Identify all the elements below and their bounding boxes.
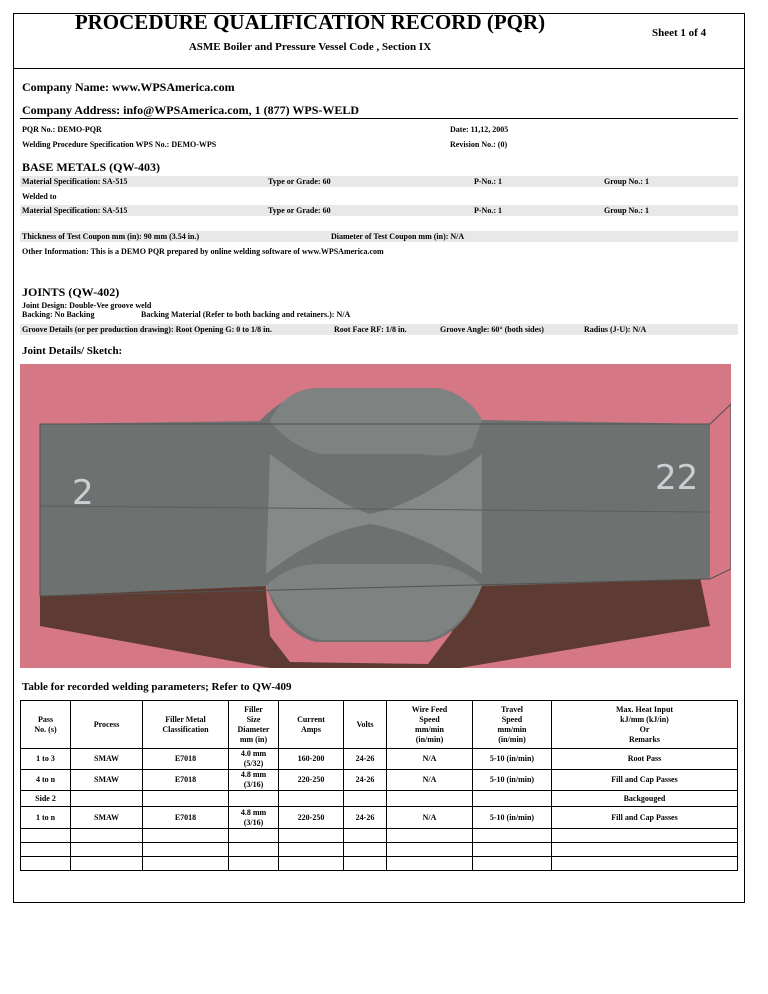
table-cell xyxy=(71,829,143,843)
backing: Backing: No Backing xyxy=(22,310,95,319)
table-cell xyxy=(552,843,738,857)
table-cell xyxy=(473,791,552,807)
code-reference: ASME Boiler and Pressure Vessel Code , Section IX xyxy=(188,41,432,53)
table-cell xyxy=(143,843,229,857)
table-cell xyxy=(473,843,552,857)
joints-heading: JOINTS (QW-402) xyxy=(22,285,120,299)
table-cell xyxy=(229,843,279,857)
radius: Radius (J-U): N/A xyxy=(584,325,647,334)
table-cell: Side 2 xyxy=(21,791,71,807)
welding-parameters-table xyxy=(20,700,738,871)
sheet-number: Sheet 1 of 4 xyxy=(652,27,707,39)
table-cell: 4 to n xyxy=(21,770,71,791)
table-cell: N/A xyxy=(387,749,473,770)
table-cell: 24-26 xyxy=(344,807,387,829)
table-cell xyxy=(143,857,229,871)
table-row xyxy=(21,829,738,843)
table-cell: 1 to n xyxy=(21,807,71,829)
table-cell: 5-10 (in/min) xyxy=(473,749,552,770)
table-cell: N/A xyxy=(387,770,473,791)
weld-cross-section-image xyxy=(20,364,731,668)
base-metals-heading: BASE METALS (QW-403) xyxy=(22,160,161,174)
table-cell xyxy=(71,857,143,871)
table-cell: 160-200 xyxy=(279,749,344,770)
joint-design: Joint Design: Double-Vee groove weld xyxy=(22,301,152,310)
p-number-1: P-No.: 1 xyxy=(474,177,502,186)
column-header: Filler Size Diameter mm (in) xyxy=(229,701,279,749)
column-header: Wire Feed Speed mm/min (in/min) xyxy=(387,701,473,749)
company-name: Company Name: www.WPSAmerica.com xyxy=(22,80,235,94)
other-information: Other Information: This is a DEMO PQR prepared by online welding software of www.WPSAmerica.com xyxy=(22,247,384,256)
table-cell: Fill and Cap Passes xyxy=(552,770,738,791)
table-cell: 220-250 xyxy=(279,807,344,829)
table-cell xyxy=(21,829,71,843)
specimen-mark-left: 2 xyxy=(72,473,94,513)
table-cell xyxy=(279,791,344,807)
table-cell xyxy=(229,829,279,843)
table-row xyxy=(21,843,738,857)
joint-macro-photo xyxy=(20,364,731,668)
column-header: Volts xyxy=(344,701,387,749)
table-row xyxy=(21,857,738,871)
table-cell xyxy=(552,829,738,843)
column-header: Filler Metal Classification xyxy=(143,701,229,749)
table-cell xyxy=(344,857,387,871)
table-cell xyxy=(143,791,229,807)
column-header: Current Amps xyxy=(279,701,344,749)
type-grade-1: Type or Grade: 60 xyxy=(268,177,331,186)
table-row xyxy=(21,807,738,829)
pqr-number: PQR No.: DEMO-PQR xyxy=(22,125,102,134)
table-cell: E7018 xyxy=(143,749,229,770)
table-cell xyxy=(143,829,229,843)
group-number-1: Group No.: 1 xyxy=(604,177,649,186)
company-divider xyxy=(20,118,738,119)
table-cell xyxy=(387,829,473,843)
table-cell: 4.8 mm (3/16) xyxy=(229,807,279,829)
table-cell xyxy=(552,857,738,871)
table-cell xyxy=(387,791,473,807)
table-cell: 5-10 (in/min) xyxy=(473,807,552,829)
coupon-diameter: Diameter of Test Coupon mm (in): N/A xyxy=(331,232,465,241)
p-number-2: P-No.: 1 xyxy=(474,206,502,215)
table-cell: 5-10 (in/min) xyxy=(473,770,552,791)
group-number-2: Group No.: 1 xyxy=(604,206,649,215)
material-spec-2: Material Specification: SA-515 xyxy=(22,206,128,215)
backing-material: Backing Material (Refer to both backing and retainers.): N/A xyxy=(141,310,351,319)
page-title: PROCEDURE QUALIFICATION RECORD (PQR) xyxy=(74,10,546,34)
table-cell xyxy=(473,857,552,871)
table-cell: 220-250 xyxy=(279,770,344,791)
table-cell: 1 to 3 xyxy=(21,749,71,770)
table-cell xyxy=(279,843,344,857)
table-cell xyxy=(344,829,387,843)
table-cell xyxy=(21,857,71,871)
revision-number: Revision No.: (0) xyxy=(450,140,508,149)
specimen-mark-right: 22 xyxy=(655,458,699,498)
coupon-thickness: Thickness of Test Coupon mm (in): 90 mm (3.54 in.) xyxy=(22,232,200,241)
table-cell: 24-26 xyxy=(344,749,387,770)
column-header: Travel Speed mm/min (in/min) xyxy=(473,701,552,749)
table-cell: SMAW xyxy=(71,770,143,791)
table-cell xyxy=(71,843,143,857)
table-cell xyxy=(344,843,387,857)
record-date: Date: 11,12, 2005 xyxy=(450,125,509,134)
params-heading: Table for recorded welding parameters; Refer to QW-409 xyxy=(22,681,292,693)
column-header: Process xyxy=(71,701,143,749)
table-cell: 4.0 mm (5/32) xyxy=(229,749,279,770)
table-cell xyxy=(387,857,473,871)
table-cell xyxy=(279,829,344,843)
root-face: Root Face RF: 1/8 in. xyxy=(334,325,407,334)
table-header-row xyxy=(21,701,738,749)
table-cell: Fill and Cap Passes xyxy=(552,807,738,829)
welded-to-label: Welded to xyxy=(22,192,57,201)
table-cell xyxy=(279,857,344,871)
table-cell: 4.8 mm (3/16) xyxy=(229,770,279,791)
table-cell: 24-26 xyxy=(344,770,387,791)
wps-number: Welding Procedure Specification WPS No.: DEMO-WPS xyxy=(22,140,217,149)
table-cell xyxy=(473,829,552,843)
table-row xyxy=(21,791,738,807)
company-address: Company Address: info@WPSAmerica.com, 1 (877) WPS-WELD xyxy=(22,103,360,117)
material-spec-1: Material Specification: SA-515 xyxy=(22,177,128,186)
table-cell: SMAW xyxy=(71,749,143,770)
table-cell: Root Pass xyxy=(552,749,738,770)
table-cell: E7018 xyxy=(143,807,229,829)
header-divider xyxy=(14,68,744,69)
column-header: Pass No. (s) xyxy=(21,701,71,749)
table-cell xyxy=(344,791,387,807)
table-cell xyxy=(387,843,473,857)
table-row xyxy=(21,770,738,791)
table-cell xyxy=(229,857,279,871)
table-cell: SMAW xyxy=(71,807,143,829)
groove-angle: Groove Angle: 60° (both sides) xyxy=(440,325,544,334)
table-cell xyxy=(21,843,71,857)
column-header: Max. Heat Input kJ/mm (kJ/in) Or Remarks xyxy=(552,701,738,749)
groove-details: Groove Details (or per production drawing): Root Opening G: 0 to 1/8 in. xyxy=(22,325,272,334)
table-cell: Backgouged xyxy=(552,791,738,807)
table-cell xyxy=(71,791,143,807)
table-row xyxy=(21,749,738,770)
joint-sketch-label: Joint Details/ Sketch: xyxy=(22,345,123,357)
table-cell: N/A xyxy=(387,807,473,829)
table-cell: E7018 xyxy=(143,770,229,791)
type-grade-2: Type or Grade: 60 xyxy=(268,206,331,215)
table-cell xyxy=(229,791,279,807)
